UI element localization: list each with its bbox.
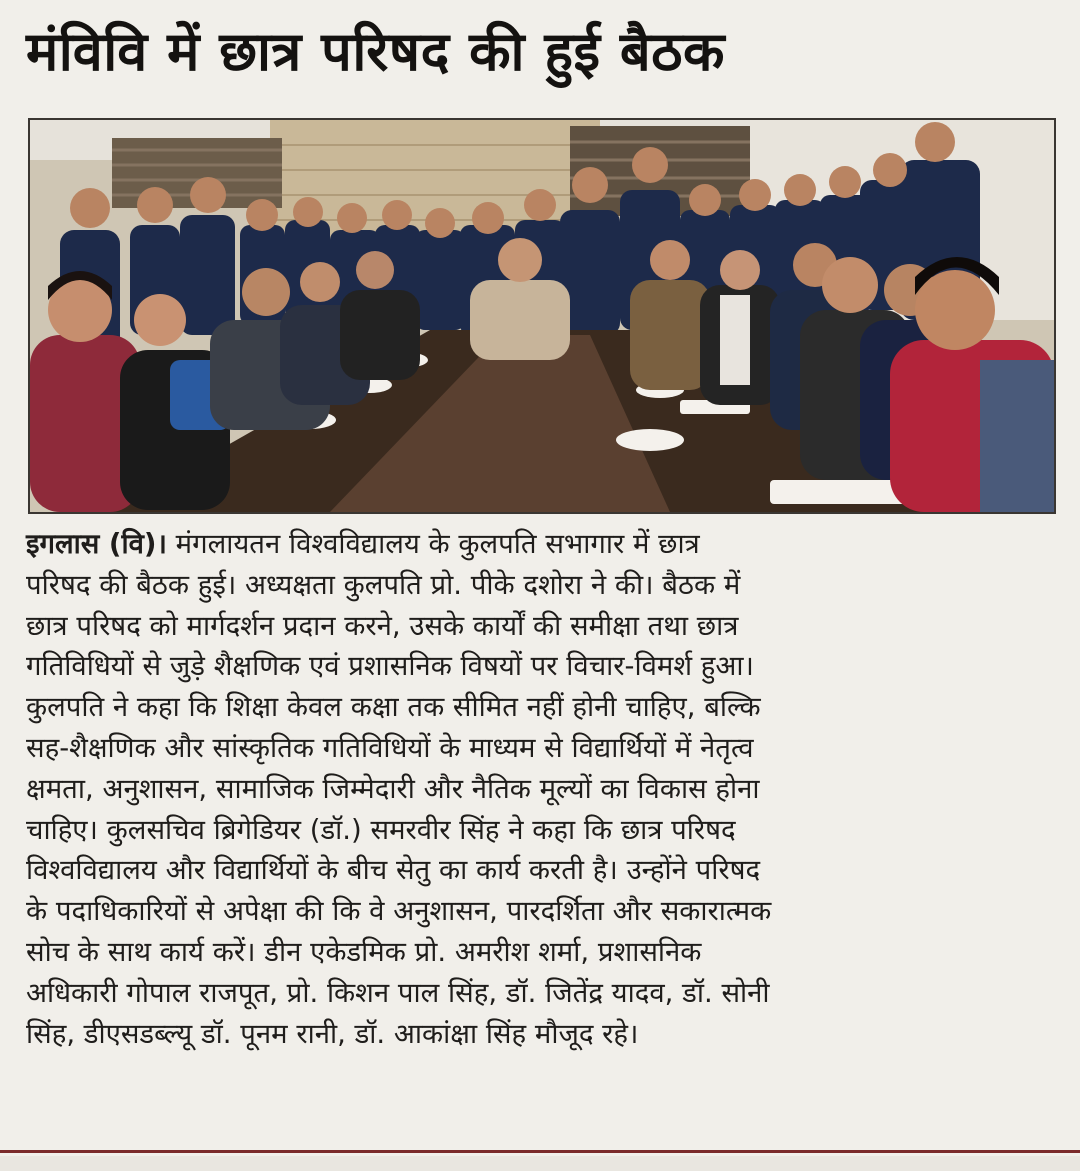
headline: मंविवि में छात्र परिषद की हुई बैठक [26,20,726,83]
group-photo [28,118,1056,514]
body-line-11: सोच के साथ कार्य करें। डीन एकेडमिक प्रो. अमरीश शर्मा, प्रशासनिक [26,935,702,968]
body-line-3: छात्र परिषद को मार्गदर्शन प्रदान करने, उसके कार्यों की समीक्षा तथा छात्र [26,609,739,642]
body-line-10: के पदाधिकारियों से अपेक्षा की कि वे अनुशासन, पारदर्शिता और सकारात्मक [26,895,772,928]
bottom-rule [0,1150,1080,1153]
bottom-margin [0,1156,1080,1171]
body-line-8: चाहिए। कुलसचिव ब्रिगेडियर (डॉ.) समरवीर सिंह ने कहा कि छात्र परिषद [26,813,736,846]
body-line-6: सह-शैक्षणिक और सांस्कृतिक गतिविधियों के माध्यम से विद्यार्थियों में नेतृत्व [26,731,754,764]
body-line-9: विश्वविद्यालय और विद्यार्थियों के बीच सेतु का कार्य करती है। उन्होंने परिषद [26,854,761,887]
body-line-5: कुलपति ने कहा कि शिक्षा केवल कक्षा तक सीमित नहीं होनी चाहिए, बल्कि [26,691,761,724]
body-line-4: गतिविधियों से जुड़े शैक्षणिक एवं प्रशासनिक विषयों पर विचार-विमर्श हुआ। [26,650,754,683]
article-body [26,524,1056,1054]
body-line-7: क्षमता, अनुशासन, सामाजिक जिम्मेदारी और नैतिक मूल्यों का विकास होना [26,772,760,805]
dateline: इगलास (वि)। [26,528,167,560]
body-line-13: सिंह, डीएसडब्ल्यू डॉ. पूनम रानी, डॉ. आकांक्षा सिंह मौजूद रहे। [26,1017,639,1050]
body-line-1-text: मंगलायतन विश्वविद्यालय के कुलपति सभागार में छात्र [175,528,700,560]
body-line-12: अधिकारी गोपाल राजपूत, प्रो. किशन पाल सिंह, डॉ. जितेंद्र यादव, डॉ. सोनी [26,976,770,1009]
body-line-1 [26,524,1056,565]
body-line-2: परिषद की बैठक हुई। अध्यक्षता कुलपति प्रो. पीके दशोरा ने की। बैठक में [26,568,741,601]
